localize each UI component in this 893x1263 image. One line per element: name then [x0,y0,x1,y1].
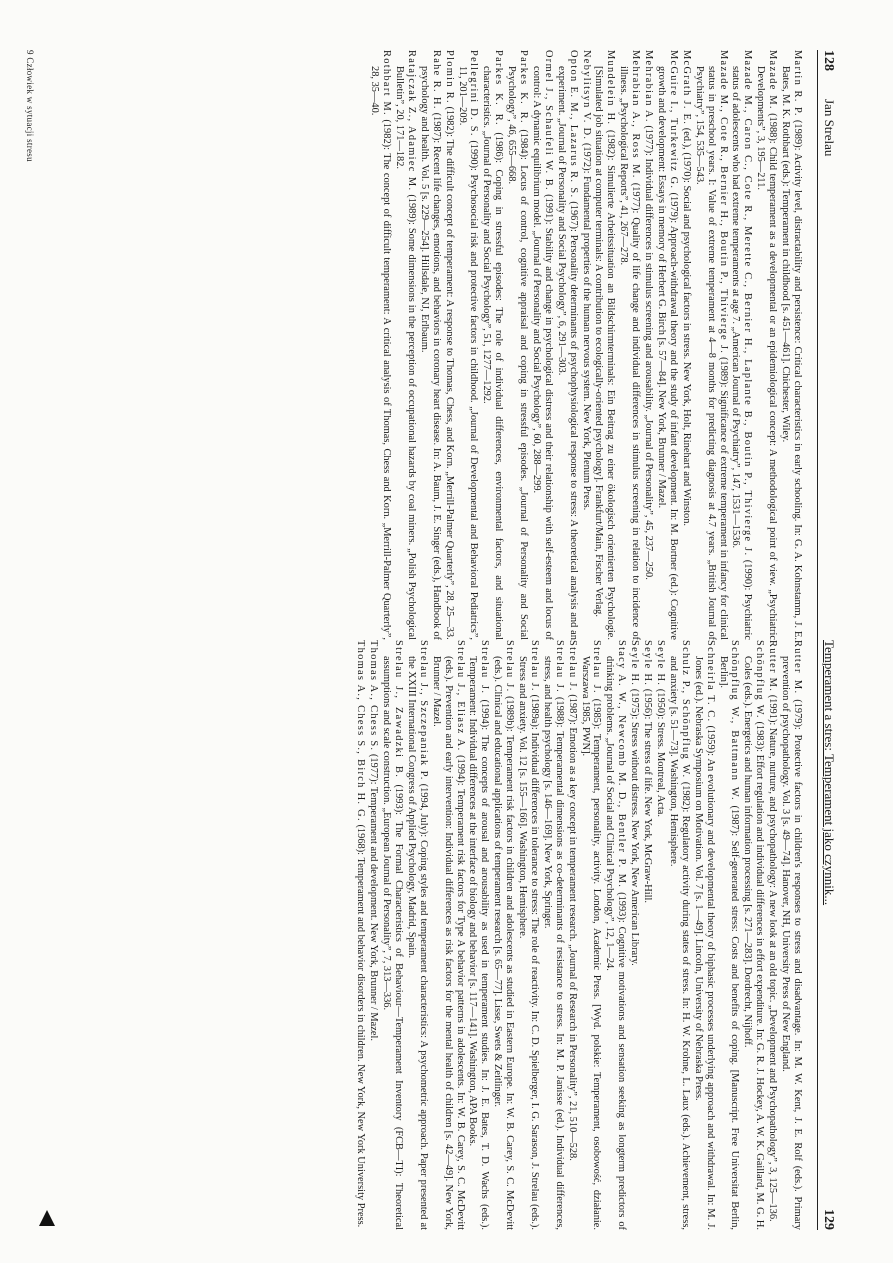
reference-text: (1994): Temperament risk factors for Type A behavior patterns in adolescents. In: W. B. Carey, S. C. McDevitt (eds.). Prevention and early intervention: Individual differences as risk factors for the mental health of children [s. 42—49]. New York, Brunner / Mazel. [430,656,466,1230]
footnote: 9 Człowiek w sytuacji stresu [25,50,35,162]
reference-entry [467,640,491,1230]
reference-author: Strelau J. [553,640,565,693]
reference-entry [779,50,803,640]
reference-entry [354,640,366,1230]
reference-text: (1988): Child temperament as a developmental or an epidemiological concept: A methodological point of view. „Psychiatric Developments”, 3, 195—211. [755,66,779,640]
reference-text: (1994, July): Coping styles and temperament characteristics: A psychometric approach. Paper presented at the XXIII International Congress of Applied Psychology, Madrid, Spain. [405,656,429,1230]
reference-author: Stacy A. W., Newcomb M. D., Bentler P. M. [616,640,628,889]
reference-author: Schneirla T. C. [704,640,716,723]
reference-author: Schönpflug W. [754,640,766,719]
page-number: 129 [821,1209,836,1230]
reference-text: (1984): Locus of control, cognitive appraisal and coping in stressful episodes. „Journal of Personality and Social Psychology”, 46, 655—668. [506,66,530,640]
reference-entry [641,640,653,1230]
reference-text: (1993): Cognitive motivations and sensation seeking as longterm predictors of drinking problems. „Journal of Social and Clinical Psychology”, 12, 1—24. [604,656,628,1230]
reference-entry [693,50,729,640]
reference-text: (1986): Coping in stressful episodes: The role of individual differences, environmental factors, and situational characteristics. „Journal of Personality and Social Psychology”, 51, 1277—1292. [481,66,505,640]
reference-entry [617,50,641,640]
reference-author: Strelau J., Szczepaniak P. [417,640,429,781]
left-page [25,50,837,640]
reference-entry [367,640,379,1230]
reference-author: Nebylitsyn V. D. [580,50,592,141]
reference-author: Mehrabian A. [643,50,655,123]
reference-list [354,640,803,1230]
reference-text: (1975): Stress without distress. New York, New American Library. [629,686,641,966]
reference-entry [430,640,466,1230]
reference-entry [692,640,716,1230]
reference-author: Opton E. M., Lazarus R. S. [567,50,579,199]
reference-author: Pellegrini D. S. [468,50,480,137]
reference-text: (1994): The concepts of arousal and arousability as used in temperament studies. In: J. E. Bates, T. D. Wachs (eds.). Temperament: Individual differences at the interface of biology and behavior [s. 117—141]. Washington, APA Books. [467,656,491,1230]
reference-author: Strelau J. [528,640,540,692]
reference-text: (1982): Simulierte Arbeitssituation an Bildschirmterminals: Ein Beitrag zu einer ökologisch orientierten Psychologie. [Simulated job situation at computer terminals: A contribution to ecologically-oriented psychology]. Frankfurt/Main, Fischer Verlag. [593,66,617,640]
right-page-header [817,640,837,1230]
reference-text: (1985): Temperament, personality, activity. London, Academic Press. [Wyd. polskie: Temperament, osobowość, działanie. Warszawa 1985, PWN]. [579,656,603,1230]
reference-entry [405,640,429,1230]
reference-entry [380,640,404,1230]
reference-entry [491,640,515,1230]
reference-entry [580,50,592,640]
reference-author: Plomin R. [443,50,455,104]
reference-text: (1972): Fundamental properties of the human nervous system. New York, Plenum Press. [580,140,592,511]
reference-text: (1993): The Formal Characteristics of Behaviour—Temperament Inventory (FCB—TI): Theoretical assumptions and scale construction. „European Journal of Personality”, 7, 313—336. [381,656,404,1230]
reference-entry [393,50,417,640]
reference-entry [516,640,540,1230]
reference-author: Thomas A., Chess S. [368,640,380,752]
reference-entry [741,640,765,1230]
reference-text: (1989b): Temperament risk factors in children and adolescents as studied in Eastern Europe. In: W. B. Carey, S. C. McDevitt (eds.). Clinical and educational applications of temperament research [s. 65—77]. Lisse, Swets & Zeitlinger. [492,656,516,1230]
reference-text: (1982): The concept of difficult temperament: A critical analysis of Thomas, Chess and Korn. „Merrill-Palmer Quarterly”, 28, 35—40. [369,66,393,640]
reference-entry [566,640,578,1230]
scan-corner-mark [39,1210,55,1226]
reference-entry [456,50,480,640]
reference-entry [655,50,679,640]
reference-entry [628,640,640,1230]
reference-author: Strelau J. [504,640,516,693]
reference-text: (1989): Significance of extreme temperament in infancy for clinical status in preschool years. I: Value of extreme temperament at 4—8 months for predicting diagnosis at 4.7 years. „British Journal of Psychiatry”, 154, 535—543. [693,66,729,640]
reference-text: (1977): Quality of life change and individual differences in stimulus screening in relation to incidence of illness. „Psychological Reports”, 41, 267—278. [618,66,642,640]
reference-author: Schönpflug W., Battmann W. [729,640,741,801]
reference-author: Thomas A., Chess S., Birch H. G. [355,640,367,822]
reference-author: Mazade M., Cote R., Bernier H., Boutin P., Thivierge J. [717,50,729,355]
reference-entry [667,640,691,1230]
reference-entry [480,50,504,640]
reference-text: (1979): Approach-withdrawal theory and the study of infant development. In: M. Bortner (ed.): Cognitive growth and development: Essays in memory of Herbert G. Birch [s. 57—84]. New York, Brunner / Mazel. [656,66,679,640]
reference-entry [541,640,565,1230]
reference-author: Parkes K. R. [518,50,530,124]
reference-entry [368,50,392,640]
reference-text: (1959): An evolutionary and developmental theory of biphasic processes underlying approach and withdrawal. In: M. J. Jones (ed.). Nebraska Symposium on Motivation. Vol. 7 [s. 1—49]. Lincoln, University of Nebraska Press. [692,656,716,1230]
reference-text: (1991): Nature, nurture, and psychopathology: A new look at an old topic. „Development and Psychopathology”, 3, 125—136. [767,692,779,1222]
reference-text: (1990): Psychosocial risk and protective factors in childhood. „Journal of Developmental and Behavioral Pediatrics”, 11, 201—209. [456,66,480,640]
reference-text: (1987): Recent life changes, emotions, and behaviors in coronary heart disease. In: A. Baum, J. E. Singer (eds.), Handbook of psychology and health. Vol. 5 [s. 229—254]. Hillsdale, NJ, Erlbaum. [418,66,442,640]
reference-author: Mehrabian A., Ross M. [630,50,642,179]
reference-entry [555,50,579,640]
reference-entry [530,50,554,640]
reference-entry [604,640,628,1230]
reference-author: Rahe R. H. [430,50,442,110]
reference-entry [766,640,778,1230]
reference-author: Rutter M. [767,640,779,693]
reference-author: Rutter M. [792,640,803,695]
reference-text: (1987): Emotion as a key concept in temperament research. „Journal of Research in Personality”, 21, 510—528. [566,691,578,1161]
reference-text: (1977): Individual differences in stimulus screening and arousability. „Journal of Personality”, 45, 237—250. [643,122,655,580]
reference-author: Strelau J., Eliasz A. [454,640,466,752]
reference-text: (1988): Temperamental dimensions as co-determinants of resistance to stress. In: M. P. Janisse (ed.). Individual differences, stress, and health psychology [s. 146—169]. New York, Springer. [541,656,565,1230]
reference-text: (1956): The stress of life. New York, McGraw-Hill. [642,686,654,904]
reference-author: Strelau J. [566,640,578,692]
reference-entry [754,50,778,640]
reference-list [368,50,803,640]
reference-author: Seyle H. [642,640,654,687]
reference-author: Strelau J., Zawadzki B. [393,640,404,779]
reference-text: (1987): Self-generated stress: Costs and benefits of coping. [Manuscript. Free Universitat Berlin, Berlin]. [717,656,741,1230]
reference-entry [642,50,654,640]
reference-author: Strelau J. [479,640,491,695]
reference-text: (1968): Temperament and behavior disorders in children. New York, New York University Press. [355,821,367,1228]
running-head: Jan Strelau [822,99,837,157]
reference-entry [505,50,529,640]
reference-author: Schulz P., Schönpflug W. [679,640,691,779]
page-number: 128 [821,50,836,71]
reference-entry [579,640,603,1230]
reference-author: Seyle H. [629,640,641,687]
running-head: Temperament a stres: Temperament jako czynnik... [822,640,837,906]
right-page [25,640,837,1230]
reference-text: (1991): Stability and change in psychological distress and their relationship with self-esteem and locus of control: A dynamic equilibrium model. „Journal of Personality and Social Psychology”, 60, 288—299. [530,66,554,640]
reference-author: Seyle H. [655,640,667,687]
reference-text: (1982): Regulatory activity during states of stress. In: H. W. Krohne, L. Laux (eds.). Achievement, stress, and anxiety [s. 51—73]. Washington, Hemisphere. [667,656,691,1230]
reference-text: (1950): Stress. Montreal, Acta. [655,686,667,817]
reference-text: (1977): Temperament and development. New York, Brunner / Mazel. [368,751,380,1041]
reference-author: Strelau J. [591,640,603,694]
reference-text: (1990): Psychiatric status of adolescents who had extreme temperaments at age 7. „American Journal of Psychiatry”, 147, 1531—1536. [730,66,754,640]
reference-entry [654,640,666,1230]
reference-entry [443,50,455,640]
reference-text: (ed.), (1970): Social and psychological factors in stress. New York, Holt, Rinehart and Winston. [680,125,692,527]
reference-text: (1982): The difficult concept of temperament: A response to Thomas, Chess, and Korn. „Merrill-Palmer Quarterly”, 28, 25—33. [443,103,455,640]
reference-author: Ratajczak Z., Adamiec M. [405,50,417,192]
reference-text: (1983): Effort regulation and individual differences in effort expenditure. In: G. R. J. Hockey, A. W. K. Gaillard, M. G. H. Coles (eds.). Energetics and human information processing [s. 271—283]. Dordrecht, Nijhoff. [742,656,766,1230]
reference-text: (1989): Activity level, distractability and persistence: Critical characteristics in early schooling. In: G. A. Kohnstamm, J. E. Bates, M. K. Rothbart (eds.): Temperament in childhood [s. 451—461]. Chichester, Wiley. [780,66,803,640]
reference-entry [418,50,442,640]
reference-author: McGrath J. E. [680,50,692,126]
reference-author: Ormel J., Schaufeli W. B. [542,50,554,191]
reference-text: (1989): Some dimensions in the perception of occupational hazards by coal miners. „Polish Psychological Bulletin”, 20, 171—182. [394,66,417,640]
reference-author: Parkes K. R. [493,50,505,126]
reference-entry [593,50,617,640]
reference-author: Mazade M., Caron C., Cote R., Merette C., Bernier H., Laplante B., Boutin P., Thivierge J. [742,50,754,557]
reference-text: (1989a): Individual differences in tolerance to stress: The role of reactivity. In: C. D. Spielberger, I. G. Sarason, J. Strelau (eds.). Stress and anxiety. Vol. 12 [s. 155—166]. Washington, Hemisphere. [517,656,540,1230]
reference-author: McGuire I., Turkewitz G. [667,50,679,190]
reference-entry [779,640,803,1230]
left-page-header [817,50,837,640]
reference-author: Rothbart M. [381,50,393,116]
reference-author: Martin R. P. [792,50,803,117]
reference-entry [730,50,754,640]
reference-entry [717,640,741,1230]
reference-text: (1979): Protective factors in children's responses to stress and disadvantage. In: M. W. Kent, J. E. Rolf (eds.). Primary prevention of psychopathology. Vol. 3 [s. 49—74]. Hanover, NH, University Press of New England. [780,656,803,1230]
reference-author: Mundelein H. [605,50,617,126]
reference-author: Mazade M. [767,50,779,110]
reference-text: (1967): Personality determinants of psychophysiological response to stress: A theoretical analysis and an experiment. „Journal of Personality and Social Psychology”, 6, 291—303. [555,66,579,640]
reference-entry [680,50,692,640]
